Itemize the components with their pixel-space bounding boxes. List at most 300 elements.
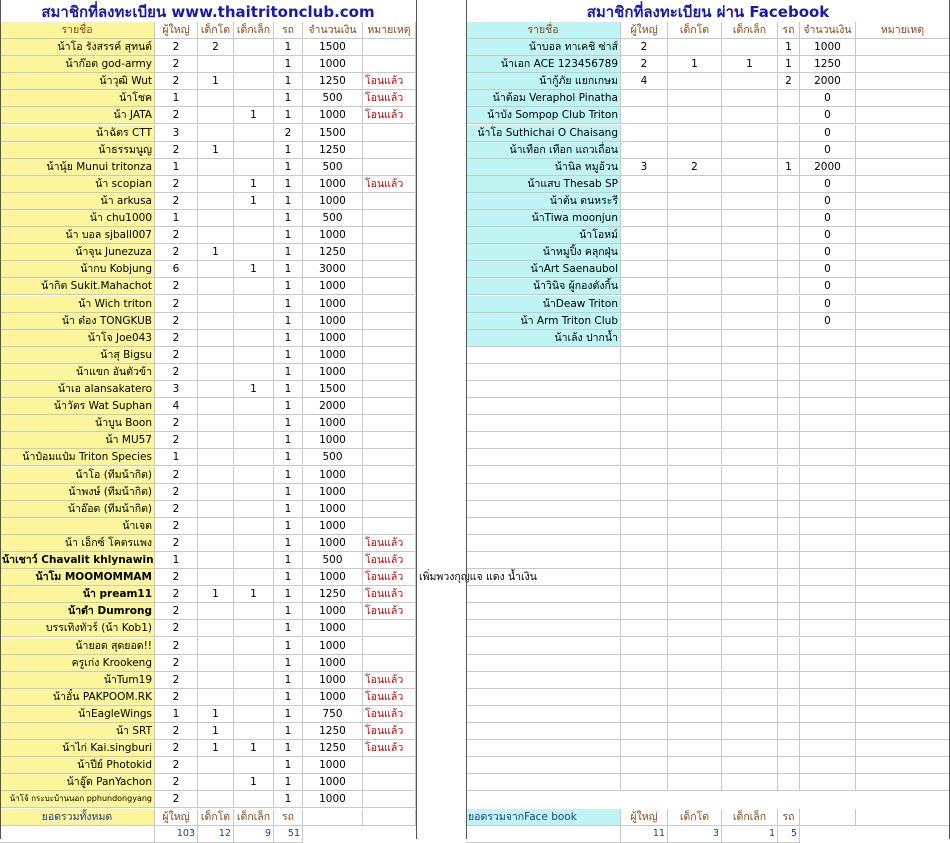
left-table-cell[interactable]: 1 xyxy=(274,467,303,484)
empty-cell[interactable] xyxy=(722,740,778,757)
left-table-cell[interactable] xyxy=(234,757,274,774)
left-table-cell[interactable]: น้าโม MOOMOMMAM xyxy=(0,569,155,586)
empty-cell[interactable] xyxy=(856,415,950,432)
right-table-cell[interactable]: 0 xyxy=(800,90,856,107)
right-table-cell[interactable] xyxy=(621,296,668,313)
empty-cell[interactable] xyxy=(466,603,621,620)
left-table-cell[interactable]: 1 xyxy=(155,706,198,723)
left-table-cell[interactable] xyxy=(198,620,234,637)
empty-cell[interactable] xyxy=(800,672,856,689)
left-table-cell[interactable]: โอนแล้ว xyxy=(363,603,416,620)
right-table-cell[interactable]: น้า Arm Triton Club xyxy=(466,313,621,330)
left-table-cell[interactable]: 500 xyxy=(303,449,363,466)
left-table-cell[interactable]: 2 xyxy=(155,467,198,484)
empty-cell[interactable] xyxy=(621,535,668,552)
left-table-cell[interactable]: น้าก๊อต god-army xyxy=(0,56,155,73)
empty-cell[interactable] xyxy=(466,518,621,535)
empty-cell[interactable] xyxy=(856,655,950,672)
left-table-cell[interactable]: 2 xyxy=(155,569,198,586)
empty-cell[interactable] xyxy=(800,603,856,620)
left-table-cell[interactable]: 1 xyxy=(198,244,234,261)
left-table-cell[interactable] xyxy=(198,261,234,278)
empty-cell[interactable] xyxy=(466,620,621,637)
left-table-cell[interactable]: 1 xyxy=(234,381,274,398)
left-table-cell[interactable]: 1250 xyxy=(303,586,363,603)
empty-cell[interactable] xyxy=(668,706,722,723)
empty-cell[interactable] xyxy=(668,381,722,398)
empty-cell[interactable] xyxy=(466,364,621,381)
empty-cell[interactable] xyxy=(668,620,722,637)
right-table-cell[interactable]: 2 xyxy=(778,73,800,90)
empty-cell[interactable] xyxy=(856,484,950,501)
left-table-cell[interactable] xyxy=(198,56,234,73)
empty-cell[interactable] xyxy=(778,706,800,723)
left-table-cell[interactable] xyxy=(234,689,274,706)
left-column-header[interactable]: เด็กโต xyxy=(198,22,234,39)
right-table-cell[interactable]: น้าTiwa moonjun xyxy=(466,210,621,227)
right-table-cell[interactable] xyxy=(668,330,722,347)
left-table-cell[interactable]: 2 xyxy=(155,774,198,791)
right-table-cell[interactable] xyxy=(668,107,722,124)
empty-cell[interactable] xyxy=(722,467,778,484)
right-table-cell[interactable] xyxy=(856,193,950,210)
left-table-cell[interactable]: 2 xyxy=(274,125,303,142)
right-table-cell[interactable] xyxy=(856,107,950,124)
empty-cell[interactable] xyxy=(722,535,778,552)
left-table-cell[interactable]: 1000 xyxy=(303,278,363,295)
left-table-cell[interactable]: น้า pream11 xyxy=(0,586,155,603)
left-table-cell[interactable] xyxy=(234,56,274,73)
left-table-cell[interactable]: 1000 xyxy=(303,791,363,808)
left-table-cell[interactable]: 1 xyxy=(274,740,303,757)
left-table-cell[interactable]: 2 xyxy=(155,586,198,603)
left-table-cell[interactable]: 1 xyxy=(274,552,303,569)
right-table-cell[interactable]: 4 xyxy=(621,73,668,90)
right-table-cell[interactable] xyxy=(621,142,668,159)
left-table-cell[interactable] xyxy=(363,313,416,330)
left-table-cell[interactable]: 2 xyxy=(155,689,198,706)
left-table-cell[interactable]: น้ากิต Sukit.Mahachot xyxy=(0,278,155,295)
left-table-cell[interactable]: 2 xyxy=(155,484,198,501)
empty-cell[interactable] xyxy=(621,723,668,740)
right-table-cell[interactable] xyxy=(856,56,950,73)
left-table-cell[interactable]: 1 xyxy=(274,723,303,740)
left-table-cell[interactable]: 1 xyxy=(274,381,303,398)
left-table-cell[interactable]: 2 xyxy=(155,603,198,620)
right-table-cell[interactable] xyxy=(856,244,950,261)
empty-cell[interactable] xyxy=(856,432,950,449)
right-table-cell[interactable]: 0 xyxy=(800,313,856,330)
empty-cell[interactable] xyxy=(778,689,800,706)
left-table-cell[interactable]: 2 xyxy=(155,415,198,432)
empty-cell[interactable] xyxy=(856,535,950,552)
right-table-cell[interactable] xyxy=(621,330,668,347)
left-table-cell[interactable]: 1000 xyxy=(303,672,363,689)
left-table-cell[interactable] xyxy=(363,210,416,227)
left-table-cell[interactable] xyxy=(198,518,234,535)
left-table-cell[interactable]: น้า arkusa xyxy=(0,193,155,210)
left-table-cell[interactable]: น้า บอล sjball007 xyxy=(0,227,155,244)
empty-cell[interactable] xyxy=(621,415,668,432)
left-table-cell[interactable]: 1000 xyxy=(303,620,363,637)
empty-cell[interactable] xyxy=(668,569,722,586)
empty-cell[interactable] xyxy=(778,347,800,364)
right-table-cell[interactable] xyxy=(778,90,800,107)
empty-cell[interactable] xyxy=(466,638,621,655)
left-table-cell[interactable] xyxy=(198,638,234,655)
left-table-cell[interactable]: น้า scopian xyxy=(0,176,155,193)
empty-cell[interactable] xyxy=(722,518,778,535)
empty-cell[interactable] xyxy=(621,347,668,364)
right-table-cell[interactable]: 1 xyxy=(668,56,722,73)
empty-cell[interactable] xyxy=(800,518,856,535)
empty-cell[interactable] xyxy=(722,638,778,655)
right-table-cell[interactable]: 2000 xyxy=(800,159,856,176)
left-table-cell[interactable] xyxy=(198,330,234,347)
left-table-cell[interactable]: 500 xyxy=(303,90,363,107)
left-table-cell[interactable]: น้าสุ Bigsu xyxy=(0,347,155,364)
empty-cell[interactable] xyxy=(722,415,778,432)
right-table-cell[interactable] xyxy=(722,227,778,244)
right-table-cell[interactable]: 1 xyxy=(778,56,800,73)
left-table-cell[interactable] xyxy=(363,518,416,535)
left-table-cell[interactable]: 1 xyxy=(234,193,274,210)
empty-cell[interactable] xyxy=(856,774,950,791)
empty-cell[interactable] xyxy=(856,347,950,364)
empty-cell[interactable] xyxy=(722,381,778,398)
empty-cell[interactable] xyxy=(466,415,621,432)
empty-cell[interactable] xyxy=(722,757,778,774)
left-table-cell[interactable]: น้าอ๊อด (ทีมน้ากิต) xyxy=(0,501,155,518)
left-table-cell[interactable]: 2 xyxy=(155,73,198,90)
left-table-cell[interactable] xyxy=(198,364,234,381)
right-table-cell[interactable] xyxy=(778,278,800,295)
empty-cell[interactable] xyxy=(856,398,950,415)
left-table-cell[interactable]: 500 xyxy=(303,552,363,569)
left-table-cell[interactable] xyxy=(198,176,234,193)
right-table-cell[interactable] xyxy=(856,73,950,90)
empty-cell[interactable] xyxy=(856,569,950,586)
left-table-cell[interactable]: 1 xyxy=(274,107,303,124)
left-table-cell[interactable]: 1 xyxy=(274,73,303,90)
empty-cell[interactable] xyxy=(621,757,668,774)
left-table-cell[interactable]: โอนแล้ว xyxy=(363,569,416,586)
left-table-cell[interactable] xyxy=(234,620,274,637)
left-table-cell[interactable]: 1 xyxy=(155,90,198,107)
empty-cell[interactable] xyxy=(668,484,722,501)
right-table-cell[interactable]: น้าเอก ACE 123456789 xyxy=(466,56,621,73)
left-table-cell[interactable] xyxy=(234,296,274,313)
right-table-cell[interactable] xyxy=(722,107,778,124)
left-table-cell[interactable]: 1250 xyxy=(303,740,363,757)
left-table-cell[interactable] xyxy=(363,142,416,159)
left-table-cell[interactable]: โอนแล้ว xyxy=(363,73,416,90)
left-table-cell[interactable]: 1 xyxy=(274,244,303,261)
right-table-cell[interactable] xyxy=(856,296,950,313)
left-table-cell[interactable] xyxy=(198,107,234,124)
left-table-cell[interactable] xyxy=(363,398,416,415)
left-table-cell[interactable]: 2 xyxy=(155,244,198,261)
empty-cell[interactable] xyxy=(778,398,800,415)
left-table-cell[interactable]: 1000 xyxy=(303,330,363,347)
empty-cell[interactable] xyxy=(722,552,778,569)
right-table-cell[interactable] xyxy=(722,261,778,278)
left-table-cell[interactable] xyxy=(234,90,274,107)
empty-cell[interactable] xyxy=(621,740,668,757)
empty-cell[interactable] xyxy=(466,757,621,774)
left-table-cell[interactable]: 2 xyxy=(155,107,198,124)
right-table-cell[interactable] xyxy=(722,244,778,261)
right-table-cell[interactable] xyxy=(778,142,800,159)
right-table-cell[interactable] xyxy=(778,261,800,278)
empty-cell[interactable] xyxy=(856,381,950,398)
left-table-cell[interactable]: 1 xyxy=(198,706,234,723)
left-table-cell[interactable]: น้า chu1000 xyxy=(0,210,155,227)
left-table-cell[interactable] xyxy=(363,774,416,791)
left-table-cell[interactable]: 2 xyxy=(155,638,198,655)
empty-cell[interactable] xyxy=(856,586,950,603)
left-table-cell[interactable] xyxy=(198,552,234,569)
left-table-cell[interactable]: น้าโอ (ทีมน้ากิต) xyxy=(0,467,155,484)
right-table-cell[interactable]: 1 xyxy=(778,39,800,56)
empty-cell[interactable] xyxy=(856,672,950,689)
empty-cell[interactable] xyxy=(778,381,800,398)
left-table-cell[interactable]: น้าEagleWings xyxy=(0,706,155,723)
left-table-cell[interactable]: 1000 xyxy=(303,689,363,706)
left-table-cell[interactable]: 2000 xyxy=(303,398,363,415)
empty-cell[interactable] xyxy=(668,552,722,569)
right-table-cell[interactable] xyxy=(778,176,800,193)
left-table-cell[interactable]: น้าโชค xyxy=(0,90,155,107)
left-table-cell[interactable] xyxy=(363,56,416,73)
left-table-cell[interactable] xyxy=(198,757,234,774)
right-table-cell[interactable]: น้าเล้ง ปากน้ำ xyxy=(466,330,621,347)
left-table-cell[interactable] xyxy=(234,415,274,432)
left-table-cell[interactable] xyxy=(198,313,234,330)
empty-cell[interactable] xyxy=(466,689,621,706)
empty-cell[interactable] xyxy=(621,689,668,706)
left-table-cell[interactable] xyxy=(234,791,274,808)
left-table-cell[interactable]: 1 xyxy=(274,449,303,466)
empty-cell[interactable] xyxy=(722,484,778,501)
left-table-cell[interactable]: น้าโจ Joe043 xyxy=(0,330,155,347)
left-table-cell[interactable]: น้าอั๋น PAKPOOM.RK xyxy=(0,689,155,706)
right-table-cell[interactable]: 0 xyxy=(800,261,856,278)
left-table-cell[interactable]: 2 xyxy=(155,740,198,757)
left-table-cell[interactable]: น้าโจ้ กระบะบ้านนอก pphundongyang xyxy=(0,791,155,808)
left-table-cell[interactable] xyxy=(363,193,416,210)
right-table-cell[interactable]: 0 xyxy=(800,142,856,159)
empty-cell[interactable] xyxy=(621,655,668,672)
left-table-cell[interactable] xyxy=(363,296,416,313)
empty-cell[interactable] xyxy=(722,569,778,586)
empty-cell[interactable] xyxy=(621,603,668,620)
empty-cell[interactable] xyxy=(778,501,800,518)
empty-cell[interactable] xyxy=(778,518,800,535)
empty-cell[interactable] xyxy=(778,364,800,381)
left-table-cell[interactable] xyxy=(363,39,416,56)
empty-cell[interactable] xyxy=(466,467,621,484)
left-table-cell[interactable]: 2 xyxy=(155,501,198,518)
empty-cell[interactable] xyxy=(466,586,621,603)
right-table-cell[interactable] xyxy=(800,330,856,347)
left-table-cell[interactable]: 1 xyxy=(274,193,303,210)
left-table-cell[interactable]: 1 xyxy=(274,90,303,107)
left-table-cell[interactable]: 1000 xyxy=(303,757,363,774)
right-table-cell[interactable] xyxy=(778,330,800,347)
left-table-cell[interactable] xyxy=(234,603,274,620)
empty-cell[interactable] xyxy=(621,774,668,791)
left-table-cell[interactable]: 1 xyxy=(274,159,303,176)
empty-cell[interactable] xyxy=(722,364,778,381)
right-table-cell[interactable]: น้าบอล ทาเคชิ ซ่าส์ xyxy=(466,39,621,56)
right-table-cell[interactable] xyxy=(668,90,722,107)
left-table-cell[interactable]: โอนแล้ว xyxy=(363,723,416,740)
left-table-cell[interactable]: 1 xyxy=(274,603,303,620)
left-table-cell[interactable] xyxy=(363,364,416,381)
left-table-cell[interactable] xyxy=(198,159,234,176)
left-table-cell[interactable]: 1 xyxy=(274,142,303,159)
left-table-cell[interactable] xyxy=(198,415,234,432)
right-table-cell[interactable] xyxy=(856,227,950,244)
right-column-header[interactable]: เด็กโต xyxy=(668,22,722,39)
left-table-cell[interactable] xyxy=(234,467,274,484)
empty-cell[interactable] xyxy=(778,552,800,569)
left-table-cell[interactable]: 1 xyxy=(155,159,198,176)
right-table-cell[interactable] xyxy=(668,227,722,244)
empty-cell[interactable] xyxy=(466,484,621,501)
empty-cell[interactable] xyxy=(778,638,800,655)
empty-cell[interactable] xyxy=(466,398,621,415)
empty-cell[interactable] xyxy=(800,757,856,774)
empty-cell[interactable] xyxy=(668,723,722,740)
right-table-cell[interactable]: 1 xyxy=(778,159,800,176)
left-table-cell[interactable]: 1000 xyxy=(303,467,363,484)
right-table-cell[interactable] xyxy=(621,125,668,142)
empty-cell[interactable] xyxy=(668,415,722,432)
empty-cell[interactable] xyxy=(856,552,950,569)
left-table-cell[interactable] xyxy=(234,638,274,655)
right-table-cell[interactable] xyxy=(668,193,722,210)
right-table-cell[interactable] xyxy=(668,125,722,142)
empty-cell[interactable] xyxy=(466,706,621,723)
left-table-cell[interactable] xyxy=(198,672,234,689)
empty-cell[interactable] xyxy=(621,620,668,637)
left-table-cell[interactable]: 1 xyxy=(198,586,234,603)
empty-cell[interactable] xyxy=(778,569,800,586)
empty-cell[interactable] xyxy=(800,740,856,757)
left-table-cell[interactable]: 2 xyxy=(155,176,198,193)
left-table-cell[interactable]: 2 xyxy=(155,518,198,535)
left-table-cell[interactable]: 1 xyxy=(274,518,303,535)
left-table-cell[interactable] xyxy=(363,261,416,278)
empty-cell[interactable] xyxy=(621,518,668,535)
left-table-cell[interactable] xyxy=(234,313,274,330)
left-table-cell[interactable]: 1 xyxy=(155,552,198,569)
left-table-cell[interactable] xyxy=(198,467,234,484)
right-column-header[interactable]: หมายเหตุ xyxy=(856,22,950,39)
right-column-header[interactable]: เด็กเล็ก xyxy=(722,22,778,39)
empty-cell[interactable] xyxy=(621,672,668,689)
empty-cell[interactable] xyxy=(668,432,722,449)
left-table-cell[interactable]: น้าแขก อันตัวข้า xyxy=(0,364,155,381)
empty-cell[interactable] xyxy=(466,774,621,791)
left-table-cell[interactable] xyxy=(363,227,416,244)
empty-cell[interactable] xyxy=(800,381,856,398)
left-table-cell[interactable]: น้าไก่ Kai.singburi xyxy=(0,740,155,757)
left-column-header[interactable]: เด็กเล็ก xyxy=(234,22,274,39)
right-table-cell[interactable]: น้านิล หมูอ้วน xyxy=(466,159,621,176)
left-table-cell[interactable]: 1000 xyxy=(303,484,363,501)
right-table-cell[interactable] xyxy=(856,39,950,56)
left-table-cell[interactable] xyxy=(198,569,234,586)
empty-cell[interactable] xyxy=(856,449,950,466)
empty-cell[interactable] xyxy=(778,603,800,620)
empty-cell[interactable] xyxy=(722,723,778,740)
empty-cell[interactable] xyxy=(722,586,778,603)
left-table-cell[interactable] xyxy=(363,638,416,655)
left-table-cell[interactable] xyxy=(198,791,234,808)
right-table-cell[interactable] xyxy=(621,244,668,261)
left-table-cell[interactable]: 500 xyxy=(303,159,363,176)
right-table-cell[interactable]: น้าเทือก เทือก แถวเถื่อน xyxy=(466,142,621,159)
left-table-cell[interactable]: 1 xyxy=(274,347,303,364)
left-table-cell[interactable]: 1 xyxy=(198,142,234,159)
left-table-cell[interactable]: 1 xyxy=(274,398,303,415)
left-table-cell[interactable] xyxy=(234,142,274,159)
right-table-cell[interactable]: น้าต้น ตนหระรี xyxy=(466,193,621,210)
right-table-cell[interactable] xyxy=(778,107,800,124)
empty-cell[interactable] xyxy=(466,655,621,672)
empty-cell[interactable] xyxy=(466,723,621,740)
empty-cell[interactable] xyxy=(621,586,668,603)
left-table-cell[interactable]: 2 xyxy=(155,535,198,552)
left-table-cell[interactable]: น้าอู๊ด PanYachon xyxy=(0,774,155,791)
right-table-cell[interactable] xyxy=(722,39,778,56)
left-table-cell[interactable]: 1 xyxy=(274,655,303,672)
right-table-cell[interactable] xyxy=(722,210,778,227)
right-table-cell[interactable]: 0 xyxy=(800,244,856,261)
left-column-header[interactable]: จำนวนเงิน xyxy=(303,22,363,39)
left-table-cell[interactable] xyxy=(198,278,234,295)
left-table-cell[interactable]: 750 xyxy=(303,706,363,723)
empty-cell[interactable] xyxy=(856,638,950,655)
left-table-cell[interactable] xyxy=(363,655,416,672)
right-table-cell[interactable]: 0 xyxy=(800,176,856,193)
right-table-cell[interactable] xyxy=(778,296,800,313)
left-table-cell[interactable]: น้า JATA xyxy=(0,107,155,124)
left-table-cell[interactable]: 1 xyxy=(198,740,234,757)
right-table-cell[interactable]: น้าโอหม์ xyxy=(466,227,621,244)
empty-cell[interactable] xyxy=(668,774,722,791)
left-table-cell[interactable]: น้าฉัตร CTT xyxy=(0,125,155,142)
left-table-cell[interactable]: ครูเก่ง Krookeng xyxy=(0,655,155,672)
right-column-header[interactable]: ผู้ใหญ่ xyxy=(621,22,668,39)
left-table-cell[interactable]: 1000 xyxy=(303,415,363,432)
left-table-cell[interactable]: 6 xyxy=(155,261,198,278)
empty-cell[interactable] xyxy=(668,518,722,535)
left-table-cell[interactable]: โอนแล้ว xyxy=(363,535,416,552)
right-column-header[interactable]: รถ xyxy=(778,22,800,39)
left-table-cell[interactable] xyxy=(234,672,274,689)
left-table-cell[interactable]: โอนแล้ว xyxy=(363,672,416,689)
right-table-cell[interactable]: 0 xyxy=(800,296,856,313)
left-table-cell[interactable] xyxy=(198,689,234,706)
right-table-cell[interactable]: น้าโอ Suthichai O Chaisang xyxy=(466,125,621,142)
right-table-cell[interactable]: 1250 xyxy=(800,56,856,73)
left-table-cell[interactable] xyxy=(234,210,274,227)
empty-cell[interactable] xyxy=(856,467,950,484)
